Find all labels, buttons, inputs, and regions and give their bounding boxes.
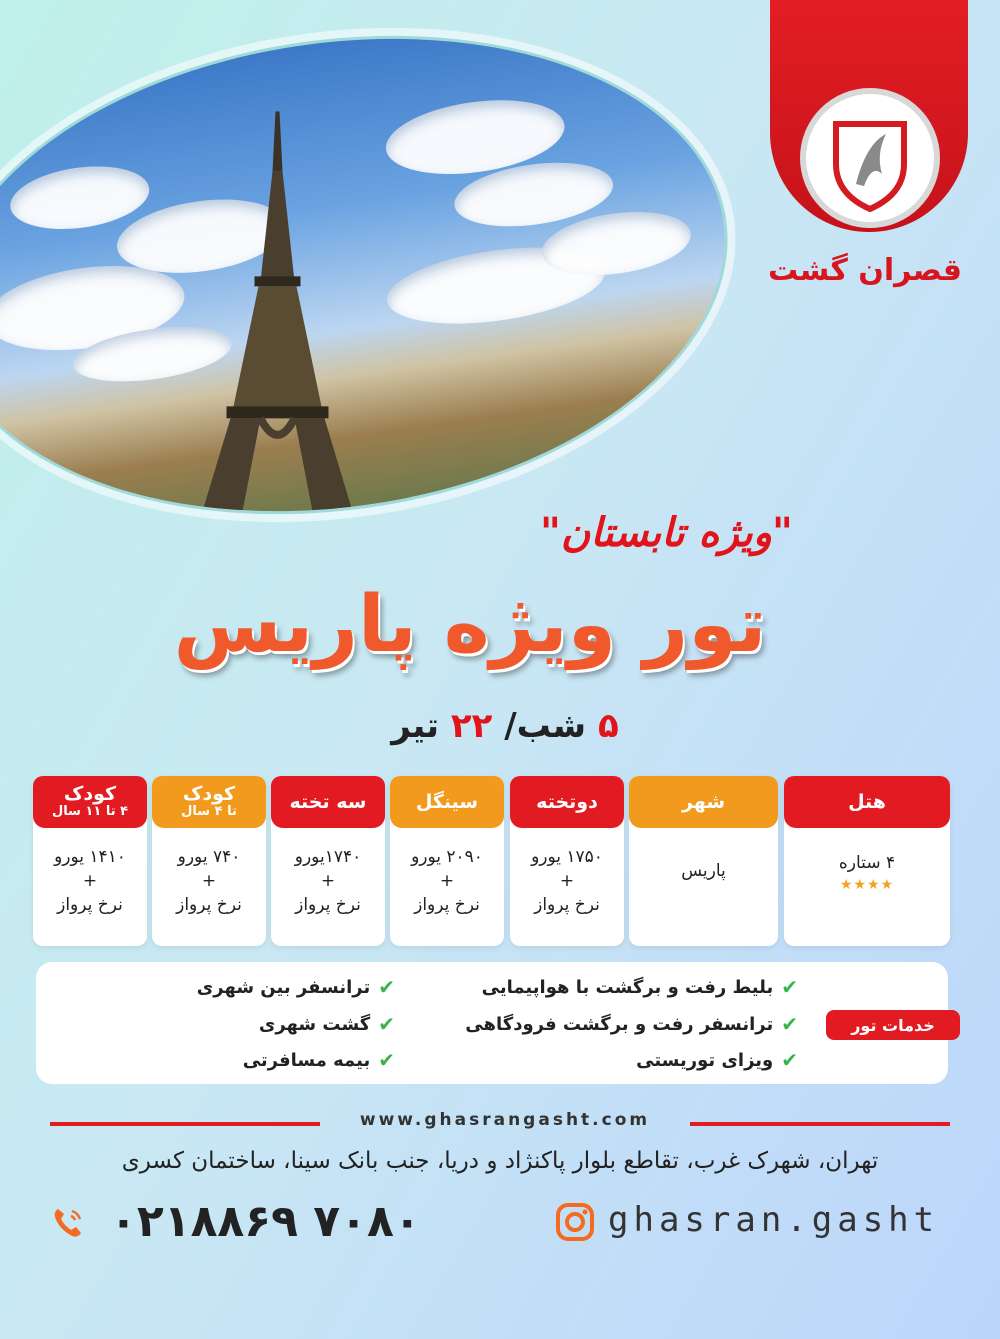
check-icon: ✔ [781, 1012, 798, 1036]
column-header-sub: تا ۴ سال [181, 804, 237, 820]
price-value: ۱۷۵۰ یورو [531, 847, 603, 867]
city-name: پاریس [681, 861, 726, 881]
column-header: سینگل [390, 776, 504, 828]
column-header: هتل [784, 776, 950, 828]
plus-sign: + [559, 870, 575, 891]
column-header: شهر [629, 776, 778, 828]
date-number: ۲۲ [450, 706, 493, 746]
service-item [197, 975, 395, 999]
service-item [259, 1012, 395, 1036]
nights-label: شب/ [504, 706, 587, 746]
column-double [510, 776, 624, 946]
brand-logo [800, 88, 940, 228]
plus-sign: + [82, 870, 98, 891]
column-hotel [784, 776, 950, 946]
column-child-under-4 [152, 776, 266, 946]
flight-note: نرخ پرواز [176, 894, 242, 915]
check-icon: ✔ [378, 1012, 395, 1036]
address: تهران، شهرک غرب، تقاطع بلوار پاکنژاد و دریا، جنب بانک سینا، ساختمان کسری [121, 1148, 879, 1174]
service-label: ترانسفر بین شهری [196, 976, 371, 998]
column-header: سه تخته [271, 776, 385, 828]
instagram-icon [555, 1202, 595, 1242]
brand-name: قصران گشت [768, 253, 962, 288]
flight-note: نرخ پرواز [414, 894, 480, 915]
service-label: گشت شهری [258, 1013, 371, 1035]
tour-duration [380, 706, 630, 746]
flight-note: نرخ پرواز [295, 894, 361, 915]
price-value: ۱۷۴۰یورو [294, 847, 362, 867]
column-header [33, 776, 147, 828]
date-label: تیر [391, 706, 440, 746]
flight-note: نرخ پرواز [534, 894, 600, 915]
service-label: ویزای توریستی [636, 1049, 774, 1071]
plus-sign: + [439, 870, 455, 891]
check-icon: ✔ [781, 975, 798, 999]
price-value: ۷۴۰ یورو [177, 847, 241, 867]
nights-number: ۵ [597, 706, 619, 746]
price-value: ۲۰۹۰ یورو [411, 847, 483, 867]
column-header: دوتخته [510, 776, 624, 828]
column-header [152, 776, 266, 828]
subtitle: "ویژه تابستان" [540, 510, 793, 556]
column-single [390, 776, 504, 946]
column-header-title: کودک [63, 783, 117, 806]
column-child-4-11 [33, 776, 147, 946]
service-item [636, 1048, 798, 1072]
instagram-handle[interactable]: ghasran.gasht [608, 1200, 940, 1240]
check-icon: ✔ [378, 975, 395, 999]
service-label: بلیط رفت و برگشت با هواپیمایی [481, 976, 774, 998]
service-item [465, 1012, 798, 1036]
services-badge: خدمات تور [826, 1010, 960, 1040]
page-title: تور ویژه پاریس [173, 580, 767, 670]
service-label: ترانسفر رفت و برگشت فرودگاهی [465, 1013, 774, 1035]
flight-note: نرخ پرواز [57, 894, 123, 915]
divider [690, 1122, 950, 1126]
eiffel-tower-icon [203, 111, 353, 511]
hotel-rating: ۴ ستاره [838, 853, 896, 873]
column-city [629, 776, 778, 946]
plus-sign: + [201, 870, 217, 891]
plus-sign: + [320, 870, 336, 891]
service-item [482, 975, 798, 999]
phone-number[interactable]: ۰۲۱۸۸۶۹ ۷۰۸۰ [110, 1196, 421, 1247]
check-icon: ✔ [378, 1048, 395, 1072]
service-item [243, 1048, 395, 1072]
check-icon: ✔ [781, 1048, 798, 1072]
phoenix-shield-icon [806, 94, 934, 222]
column-header-title: کودک [182, 783, 236, 806]
service-label: بیمه مسافرتی [242, 1049, 371, 1071]
hero-photo-paris [0, 0, 759, 563]
column-triple [271, 776, 385, 946]
column-header-sub: ۴ تا ۱۱ سال [51, 804, 129, 820]
stars-icon: ★★★★ [839, 876, 895, 893]
phone-icon [50, 1205, 86, 1241]
price-value: ۱۴۱۰ یورو [54, 847, 126, 867]
divider [50, 1122, 320, 1126]
website-link[interactable]: www.ghasrangasht.com [359, 1110, 651, 1130]
